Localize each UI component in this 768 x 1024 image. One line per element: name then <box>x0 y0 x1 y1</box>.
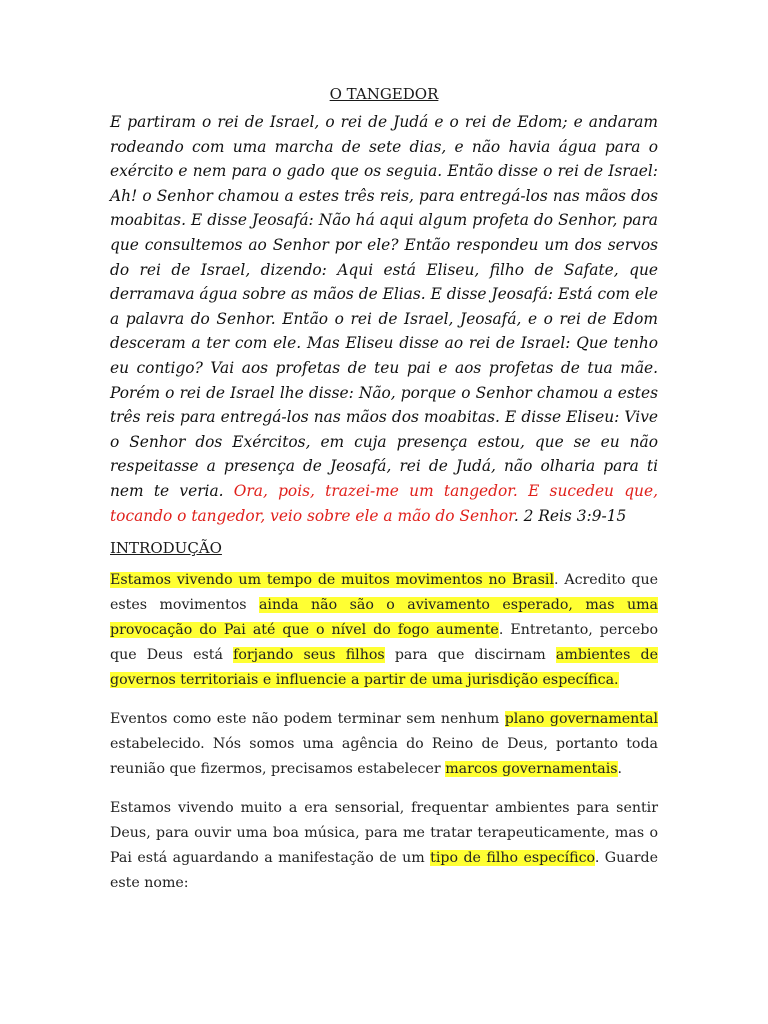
highlight: tipo de filho específico <box>430 850 595 867</box>
scripture-quote <box>110 110 658 528</box>
paragraph-text: . Entretanto, percebo que Deus está <box>110 622 658 664</box>
paragraph-1 <box>110 568 658 693</box>
highlight: ambientes de governos territoriais e influencie a partir de uma jurisdição específica. <box>110 647 658 689</box>
paragraph-3 <box>110 796 658 896</box>
paragraph-text: . Guarde este nome: <box>110 850 658 892</box>
paragraph-text: . <box>617 761 623 778</box>
paragraph-text: estabelecido. Nós somos uma agência do Reino de Deus, portanto toda reunião que fizermos, precisamos estabelecer <box>110 736 658 778</box>
paragraph-text: Eventos como este não podem terminar sem nenhum <box>110 711 505 728</box>
scripture-text: E partiram o rei de Israel, o rei de Judá e o rei de Edom; e andaram rodeando com uma marcha de sete dias, e não havia água para o exército e nem para o gado que os seguia. Então disse o rei de Israel: Ah! o Senhor chamou a estes três reis, para entregá-los nas mãos dos moabitas. E disse Jeosafá: Não há aqui algum profeta do Senhor, para que consultemos ao Senhor por ele? Então respondeu um dos servos do rei de Israel, dizendo: Aqui está Eliseu, filho de Safate, que derramava água sobre as mãos de Elias. E disse Jeosafá: Está com ele a palavra do Senhor. Então o rei de Israel, Jeosafá, e o rei de Edom desceram a ter com ele. Mas Eliseu disse ao rei de Israel: Que tenho eu contigo? Vai aos profetas de teu pai e aos profetas de tua mãe. Porém o rei de Israel lhe disse: Não, porque o Senhor chamou a estes três reis para entregá-los nas mãos dos moabitas. E disse Eliseu: Vive o Senhor dos Exércitos, em cuja presença estou, que se eu não respeitasse a presença de Jeosafá, rei de Judá, não olharia para ti nem te veria. <box>110 113 658 500</box>
highlight: Estamos vivendo um tempo de muitos movimentos no Brasil <box>110 572 554 589</box>
highlight: marcos governamentais <box>445 761 618 778</box>
highlight: forjando seus filhos <box>233 647 385 664</box>
section-heading-introducao: INTRODUÇÃO <box>110 539 222 558</box>
paragraph-text: . Acredito que estes movimentos <box>110 572 658 614</box>
scripture-reference: . 2 Reis 3:9-15 <box>513 506 627 525</box>
highlight: ainda não são o avivamento esperado, mas uma provocação do Pai até que o nível do fogo aumente <box>110 597 658 639</box>
scripture-highlight-red: Ora, pois, trazei-me um tangedor. E sucedeu que, tocando o tangedor, veio sobre ele a mão do Senhor <box>110 481 658 525</box>
highlight: plano governamental <box>504 711 658 728</box>
paragraph-text: Estamos vivendo muito a era sensorial, frequentar ambientes para sentir Deus, para ouvir uma boa música, para me tratar terapeuticamente, mas o Pai está aguardando a manifestação de um <box>110 800 658 867</box>
paragraph-2 <box>110 707 658 782</box>
document-title: O TANGEDOR <box>329 85 439 103</box>
paragraph-text: para que discirnam <box>384 647 556 664</box>
